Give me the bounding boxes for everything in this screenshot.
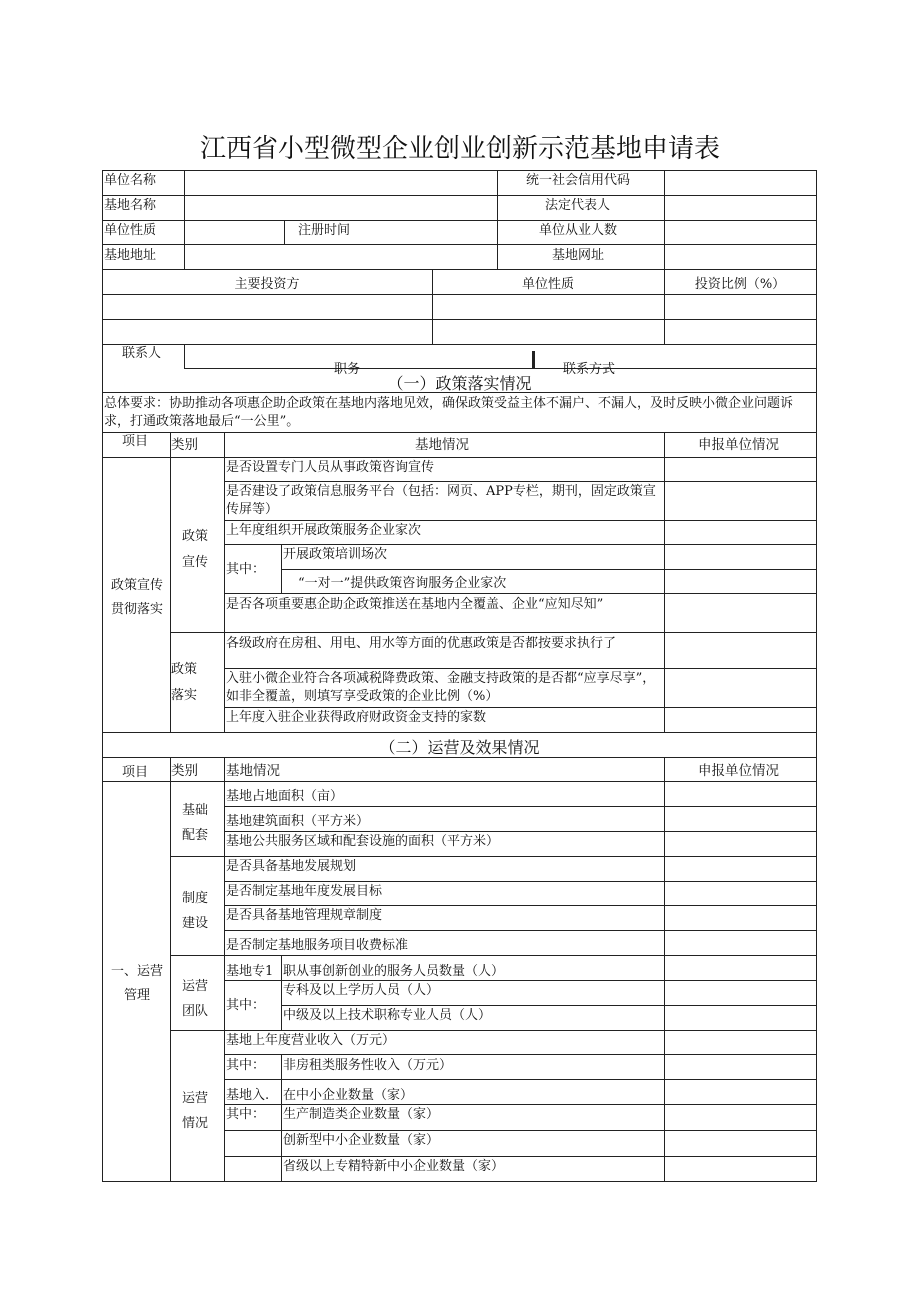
s1-col-applicant: 申报单位情况 <box>698 437 779 453</box>
s2-row: 是否制定基地年度发展目标 <box>226 884 383 899</box>
s1-among: 其中： <box>226 562 266 577</box>
s1-cat-implement: 政策落实 <box>171 662 198 703</box>
s2-row: 在中小企业数量（家） <box>283 1088 414 1103</box>
page-title: 江西省小型微型企业创业创新示范基地申请表 <box>199 134 720 164</box>
s2-row: 生产制造类企业数量（家） <box>283 1107 440 1122</box>
label-base-website: 基地网址 <box>552 248 605 263</box>
s2-project: 一、运营管理 <box>110 964 163 1003</box>
label-reg-time: 注册时间 <box>298 223 351 238</box>
s1-row: 是否各项重要惠企助企政策推送在基地内全覆盖、企业“应知尽知” <box>226 597 604 612</box>
s2-base-staff-prefix: 基地专1 <box>226 964 274 979</box>
label-position: 职务 <box>334 362 361 377</box>
s2-row: 是否具备基地管理规章制度 <box>226 908 383 923</box>
s2-col-applicant: 申报单位情况 <box>698 763 779 779</box>
s2-row: 基地公共服务区域和配套设施的面积（平方米） <box>226 834 500 849</box>
s2-row: 创新型中小企业数量（家） <box>283 1133 440 1148</box>
label-contact-method: 联系方式 <box>563 362 616 377</box>
s2-among: 其中： <box>226 1058 266 1073</box>
s1-row: “一对一”提供政策咨询服务企业家次 <box>298 576 507 591</box>
application-form <box>102 170 817 1182</box>
s1-row: 入驻小微企业符合各项减税降费政策、金融支持政策的是否都“应享尽享”，如非全覆盖，则填写享受政策的企业比例（%） <box>226 671 656 704</box>
s1-row: 开展政策培训场次 <box>283 547 388 562</box>
s1-col-category: 类别 <box>171 437 198 453</box>
s2-row: 职从事创新创业的服务人员数量（人） <box>283 964 505 979</box>
section1-requirement: 总体要求：协助推动各项惠企助企政策在基地内落地见效，确保政策受益主体不漏户、不漏人，及时反映小微企业问题诉求，打通政策落地最后“一公里”。 <box>104 396 794 429</box>
section1-heading: （一）政策落实情况 <box>387 374 532 393</box>
s1-row: 各级政府在房租、用电、用水等方面的优惠政策是否都按要求执行了 <box>226 636 617 651</box>
s2-col-category: 类别 <box>171 763 198 779</box>
s2-col-item: 项目 <box>122 765 149 780</box>
s2-row: 中级及以上技术职称专业人员（人） <box>283 1008 492 1023</box>
s1-cat-publicity: 政策宣传 <box>182 529 209 570</box>
label-contact: 联系人 <box>122 346 162 361</box>
label-investor-nature: 单位性质 <box>521 277 574 292</box>
label-base-name: 基地名称 <box>104 198 157 213</box>
label-legal-rep: 法定代表人 <box>545 198 611 213</box>
s2-row: 基地占地面积（亩） <box>226 789 344 804</box>
label-base-address: 基地地址 <box>104 248 157 263</box>
label-unit-name: 单位名称 <box>104 173 157 188</box>
s1-row: 是否建设了政策信息服务平台（包括：网页、APP专栏，期刊，固定政策宣传屏等） <box>226 484 656 517</box>
section2-heading: （二）运营及效果情况 <box>379 738 540 757</box>
s2-base-in-prefix: 基地入. <box>226 1088 270 1103</box>
s2-cat-infra: 基础配套 <box>182 803 209 843</box>
s2-row: 非房租类服务性收入（万元） <box>283 1058 453 1073</box>
s2-cat-system: 制度建设 <box>182 891 209 931</box>
s2-cat-team: 运营团队 <box>182 979 209 1019</box>
label-credit-code: 统一社会信用代码 <box>526 173 631 188</box>
label-unit-nature: 单位性质 <box>104 223 157 238</box>
s2-row: 基地上年度营业收入（万元） <box>226 1033 396 1048</box>
s2-row: 基地建筑面积（平方米） <box>226 814 370 829</box>
s1-col-situation: 基地情况 <box>415 437 469 453</box>
s2-row: 专科及以上学历人员（人） <box>283 983 440 998</box>
s1-row: 是否设置专门人员从事政策咨询宣传 <box>226 460 435 475</box>
s1-col-item: 项目 <box>122 434 149 449</box>
s2-among: 其中： <box>226 1107 266 1122</box>
s1-row: 上年度组织开展政策服务企业家次 <box>226 523 422 538</box>
s1-project: 政策宣传贯彻落实 <box>110 578 163 617</box>
s1-row: 上年度入驻企业获得政府财政资金支持的家数 <box>226 710 487 725</box>
s2-row: 省级以上专精特新中小企业数量（家） <box>283 1159 505 1174</box>
s2-col-situation: 基地情况 <box>226 763 280 779</box>
s2-row: 是否制定基地服务项目收费标准 <box>226 938 409 953</box>
s2-cat-ops: 运营情况 <box>182 1091 209 1131</box>
label-main-investor: 主要投资方 <box>234 277 300 292</box>
label-employees: 单位从业人数 <box>539 223 618 238</box>
label-investment-ratio: 投资比例（%） <box>694 277 786 292</box>
s2-row: 是否具备基地发展规划 <box>226 859 357 874</box>
s2-among: 其中： <box>226 998 266 1013</box>
